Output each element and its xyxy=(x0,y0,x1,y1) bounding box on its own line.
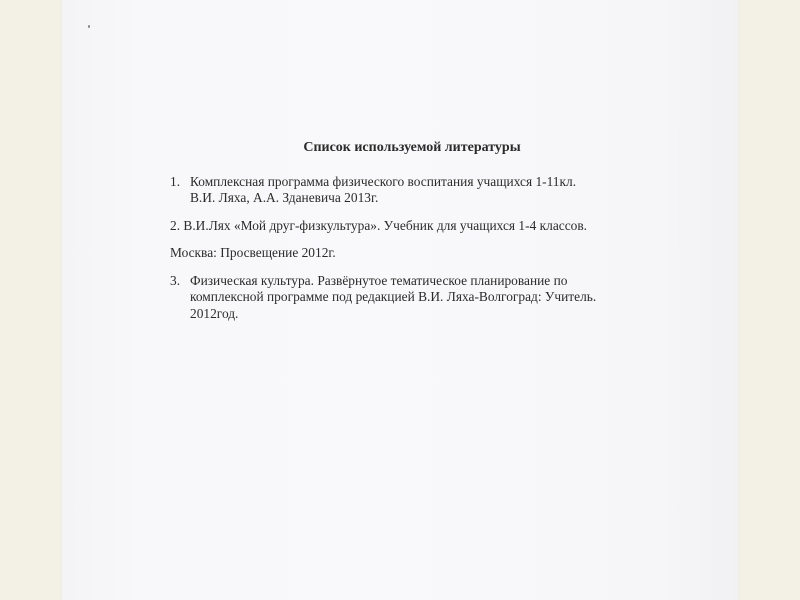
reference-line: комплексной программе под редакцией В.И. Ляха-Волгоград: Учитель. xyxy=(190,289,597,304)
reference-number-1: 1. xyxy=(170,173,181,189)
document-title: Список используемой литературы xyxy=(303,140,521,155)
reference-item-2: 2. В.И.Лях «Мой друг-физкультура». Учебник для учащихся 1-4 классов. xyxy=(170,217,588,233)
reference-number-3: 3. xyxy=(170,272,181,288)
reference-line: В.И. Ляха, А.А. Зданевича 2013г. xyxy=(190,190,379,205)
scan-speck xyxy=(88,25,90,28)
reference-line: Комплексная программа физического воспитания учащихся 1-11кл. xyxy=(190,173,577,189)
reference-item-3 xyxy=(170,273,690,323)
scanned-page xyxy=(62,0,738,600)
reference-item-1 xyxy=(170,174,690,207)
document-body xyxy=(170,140,690,333)
reference-item-2-publisher: Москва: Просвещение 2012г. xyxy=(170,245,336,260)
reference-line: Физическая культура. Развёрнутое тематическое планирование по xyxy=(190,272,568,288)
reference-line: 2012год. xyxy=(190,305,239,321)
